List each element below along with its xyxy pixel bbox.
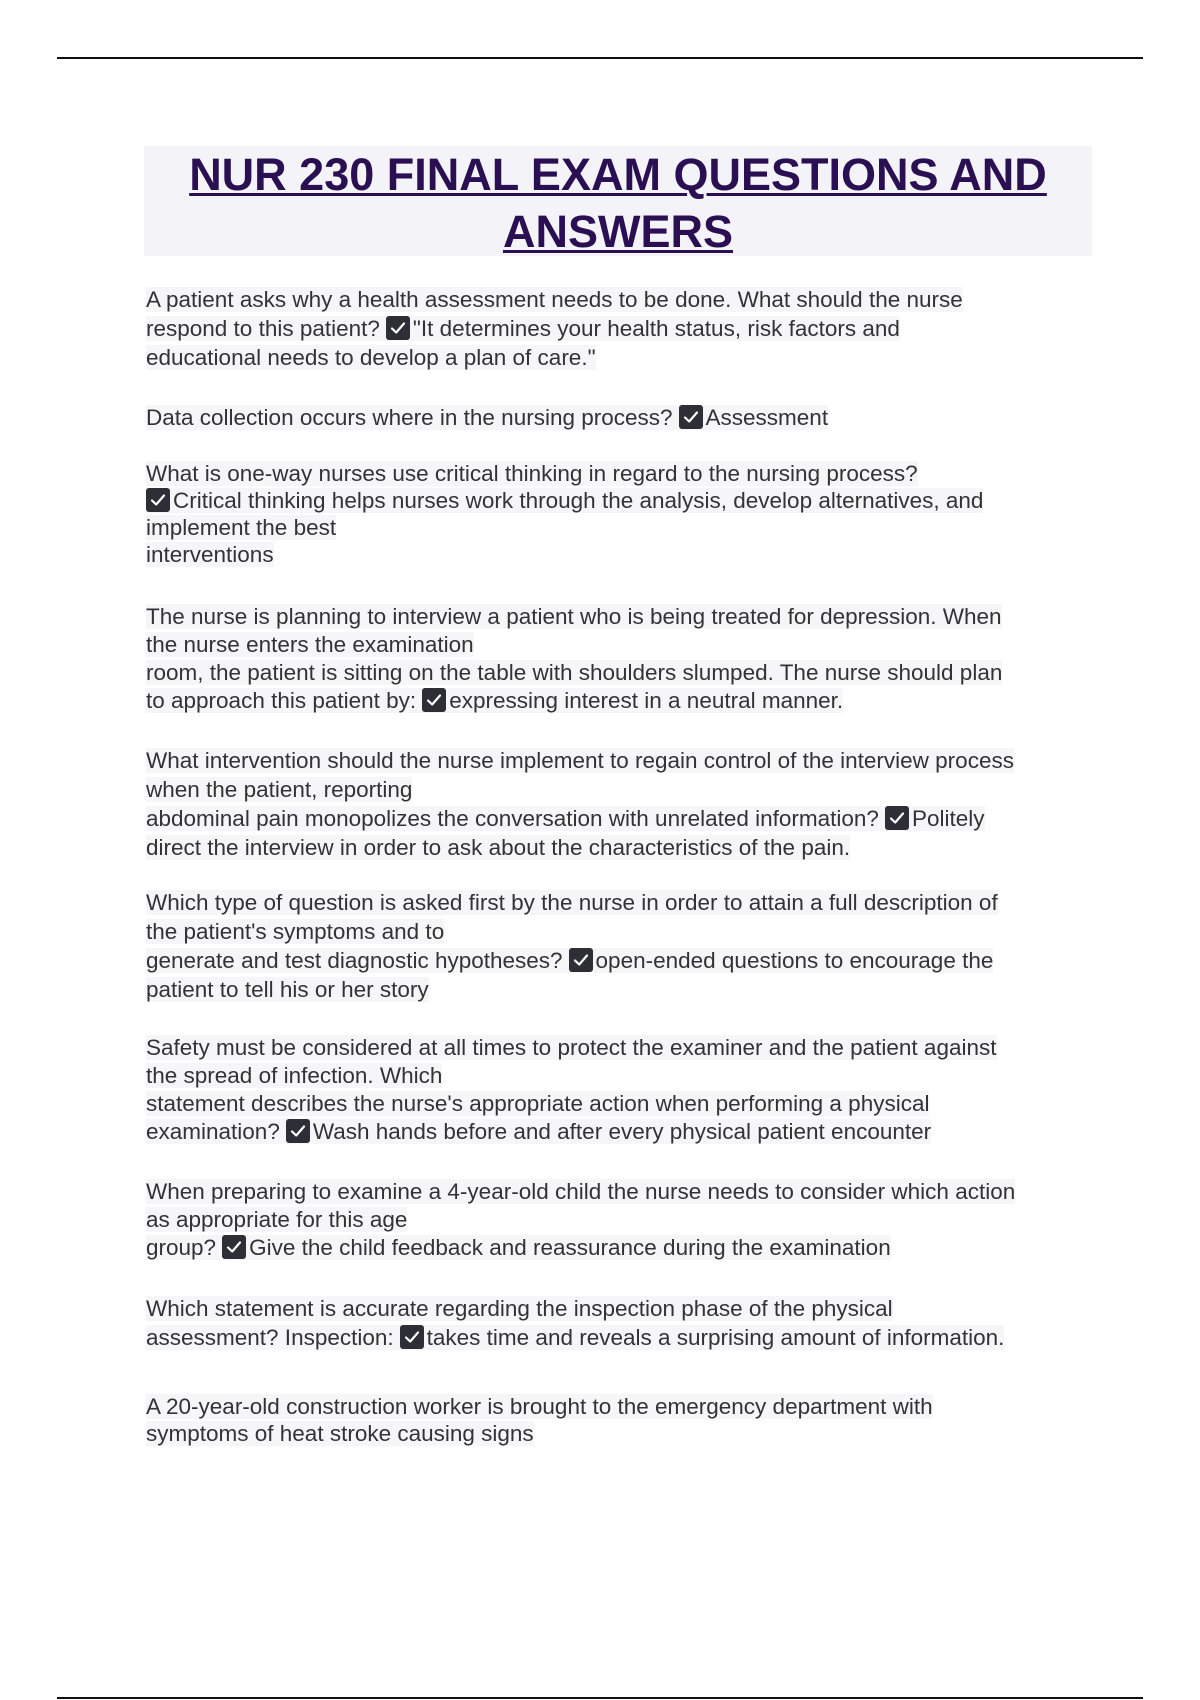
question-text: When preparing to examine a 4-year-old child the nurse needs to consider which action <box>146 1179 1016 1204</box>
qa-line <box>146 541 1086 568</box>
qa-line-text <box>146 1091 929 1116</box>
qa-line-text <box>146 1296 893 1321</box>
qa-item <box>146 603 1086 715</box>
qa-line <box>146 1420 1086 1447</box>
qa-item <box>146 888 1086 1004</box>
answer-text: "It determines your health status, risk factors and <box>412 316 900 341</box>
qa-line <box>146 631 1086 659</box>
qa-line <box>146 975 1086 1004</box>
qa-line-text <box>146 1325 1004 1350</box>
checkmark-icon <box>422 688 446 712</box>
question-text: respond to this patient? <box>146 316 380 341</box>
qa-line <box>146 888 1086 917</box>
qa-line-text <box>146 835 850 860</box>
answer-text: Wash hands before and after every physical patient encounter <box>312 1119 932 1144</box>
qa-line-text <box>146 632 474 657</box>
question-text: interventions <box>146 542 274 567</box>
answer-text: Politely <box>911 806 985 831</box>
title-line-1: NUR 230 FINAL EXAM QUESTIONS AND <box>189 149 1047 200</box>
question-text: educational needs to develop a plan of care." <box>146 345 596 370</box>
qa-line <box>146 833 1086 862</box>
question-text: What is one-way nurses use critical thinking in regard to the nursing process? <box>146 461 918 486</box>
answer-text: Critical thinking helps nurses work through the analysis, develop alternatives, and <box>173 488 984 513</box>
qa-line <box>146 1178 1086 1206</box>
question-text: symptoms of heat stroke causing signs <box>146 1421 534 1446</box>
qa-line-text <box>146 919 444 944</box>
checkmark-icon <box>679 405 703 429</box>
qa-line-text <box>146 1421 534 1446</box>
qa-line-text <box>146 1035 997 1060</box>
question-text: group? <box>146 1235 217 1260</box>
checkmark-icon <box>885 806 909 830</box>
qa-line <box>146 460 1086 487</box>
qa-line-text <box>146 777 412 802</box>
question-text: What intervention should the nurse implement to regain control of the interview process <box>146 748 1014 773</box>
question-text: direct the interview in order to ask about the characteristics of the pain. <box>146 835 851 860</box>
qa-line <box>146 285 1086 314</box>
question-text: A patient asks why a health assessment needs to be done. What should the nurse <box>146 287 963 312</box>
qa-line-text <box>146 461 918 486</box>
qa-line-text <box>146 1119 931 1144</box>
qa-item <box>146 1294 1086 1352</box>
qa-line-text <box>146 1235 891 1260</box>
qa-line <box>146 1206 1086 1234</box>
question-text: assessment? Inspection: <box>146 1325 394 1350</box>
qa-line <box>146 514 1086 541</box>
qa-line <box>146 1393 1086 1420</box>
qa-line-text <box>146 515 336 540</box>
qa-line-text <box>146 1207 407 1232</box>
qa-line <box>146 775 1086 804</box>
qa-line-text <box>146 405 828 430</box>
qa-line-text <box>146 890 998 915</box>
qa-line <box>146 603 1086 631</box>
qa-line-text <box>146 688 843 713</box>
question-text: as appropriate for this age <box>146 1207 408 1232</box>
question-text: abdominal pain monopolizes the conversation with unrelated information? <box>146 806 879 831</box>
answer-text: Assessment <box>705 405 829 430</box>
question-text: Safety must be considered at all times to protect the examiner and the patient against <box>146 1035 997 1060</box>
qa-line-text <box>146 542 274 567</box>
qa-line-text <box>146 316 900 341</box>
qa-line-text <box>146 604 1002 629</box>
qa-line-text <box>146 1063 442 1088</box>
question-text: examination? <box>146 1119 280 1144</box>
qa-line <box>146 1118 1086 1146</box>
qa-line <box>146 687 1086 715</box>
qa-line <box>146 659 1086 687</box>
checkmark-icon <box>386 316 410 340</box>
qa-line-text <box>146 287 963 312</box>
question-text: statement describes the nurse's appropriate action when performing a physical <box>146 1091 930 1116</box>
qa-line <box>146 946 1086 975</box>
checkmark-icon <box>222 1235 246 1259</box>
qa-line <box>146 917 1086 946</box>
checkmark-icon <box>146 488 170 512</box>
question-text: generate and test diagnostic hypotheses? <box>146 948 563 973</box>
question-text: implement the best <box>146 515 337 540</box>
qa-line <box>146 1234 1086 1262</box>
top-rule <box>57 57 1143 59</box>
qa-line <box>146 746 1086 775</box>
qa-line-text <box>146 660 1002 685</box>
question-text: the spread of infection. Which <box>146 1063 443 1088</box>
qa-item <box>146 460 1086 568</box>
question-text: when the patient, reporting <box>146 777 413 802</box>
question-text: room, the patient is sitting on the table with shoulders slumped. The nurse should plan <box>146 660 1003 685</box>
qa-item <box>146 285 1086 372</box>
question-text: Data collection occurs where in the nursing process? <box>146 405 673 430</box>
question-text: the nurse enters the examination <box>146 632 474 657</box>
qa-line <box>146 1323 1086 1352</box>
qa-item <box>146 1178 1086 1262</box>
qa-line <box>146 487 1086 514</box>
qa-line <box>146 314 1086 343</box>
qa-line-text <box>146 748 1014 773</box>
question-text: Which type of question is asked first by the nurse in order to attain a full description of <box>146 890 998 915</box>
qa-line <box>146 804 1086 833</box>
question-text: the patient's symptoms and to <box>146 919 445 944</box>
answer-text: Give the child feedback and reassurance during the examination <box>249 1235 891 1260</box>
qa-line <box>146 1062 1086 1090</box>
qa-item <box>146 1034 1086 1146</box>
checkmark-icon <box>286 1119 310 1143</box>
qa-line <box>146 403 1086 432</box>
qa-line-text <box>146 345 596 370</box>
qa-line-text <box>146 1394 933 1419</box>
qa-line-text <box>146 488 983 513</box>
question-text: to approach this patient by: <box>146 688 417 713</box>
question-text: patient to tell his or her story <box>146 977 429 1002</box>
answer-text: takes time and reveals a surprising amount of information. <box>426 1325 1005 1350</box>
answer-text: expressing interest in a neutral manner. <box>449 688 844 713</box>
answer-text: open-ended questions to encourage the <box>595 948 994 973</box>
qa-item <box>146 1393 1086 1447</box>
checkmark-icon <box>400 1325 424 1349</box>
qa-line <box>146 1034 1086 1062</box>
question-text: A 20-year-old construction worker is brought to the emergency department with <box>146 1394 933 1419</box>
qa-line <box>146 343 1086 372</box>
qa-item <box>146 746 1086 862</box>
qa-line-text <box>146 977 429 1002</box>
checkmark-icon <box>569 948 593 972</box>
bottom-rule <box>57 1697 1143 1699</box>
qa-line-text <box>146 948 993 973</box>
page-title <box>144 146 1092 260</box>
qa-line <box>146 1090 1086 1118</box>
qa-item <box>146 403 1086 432</box>
qa-line-text <box>146 1179 1015 1204</box>
question-text: Which statement is accurate regarding the inspection phase of the physical <box>146 1296 893 1321</box>
title-line-2: ANSWERS <box>502 206 733 257</box>
qa-line <box>146 1294 1086 1323</box>
question-text: The nurse is planning to interview a patient who is being treated for depression. When <box>146 604 1002 629</box>
qa-line-text <box>146 806 985 831</box>
